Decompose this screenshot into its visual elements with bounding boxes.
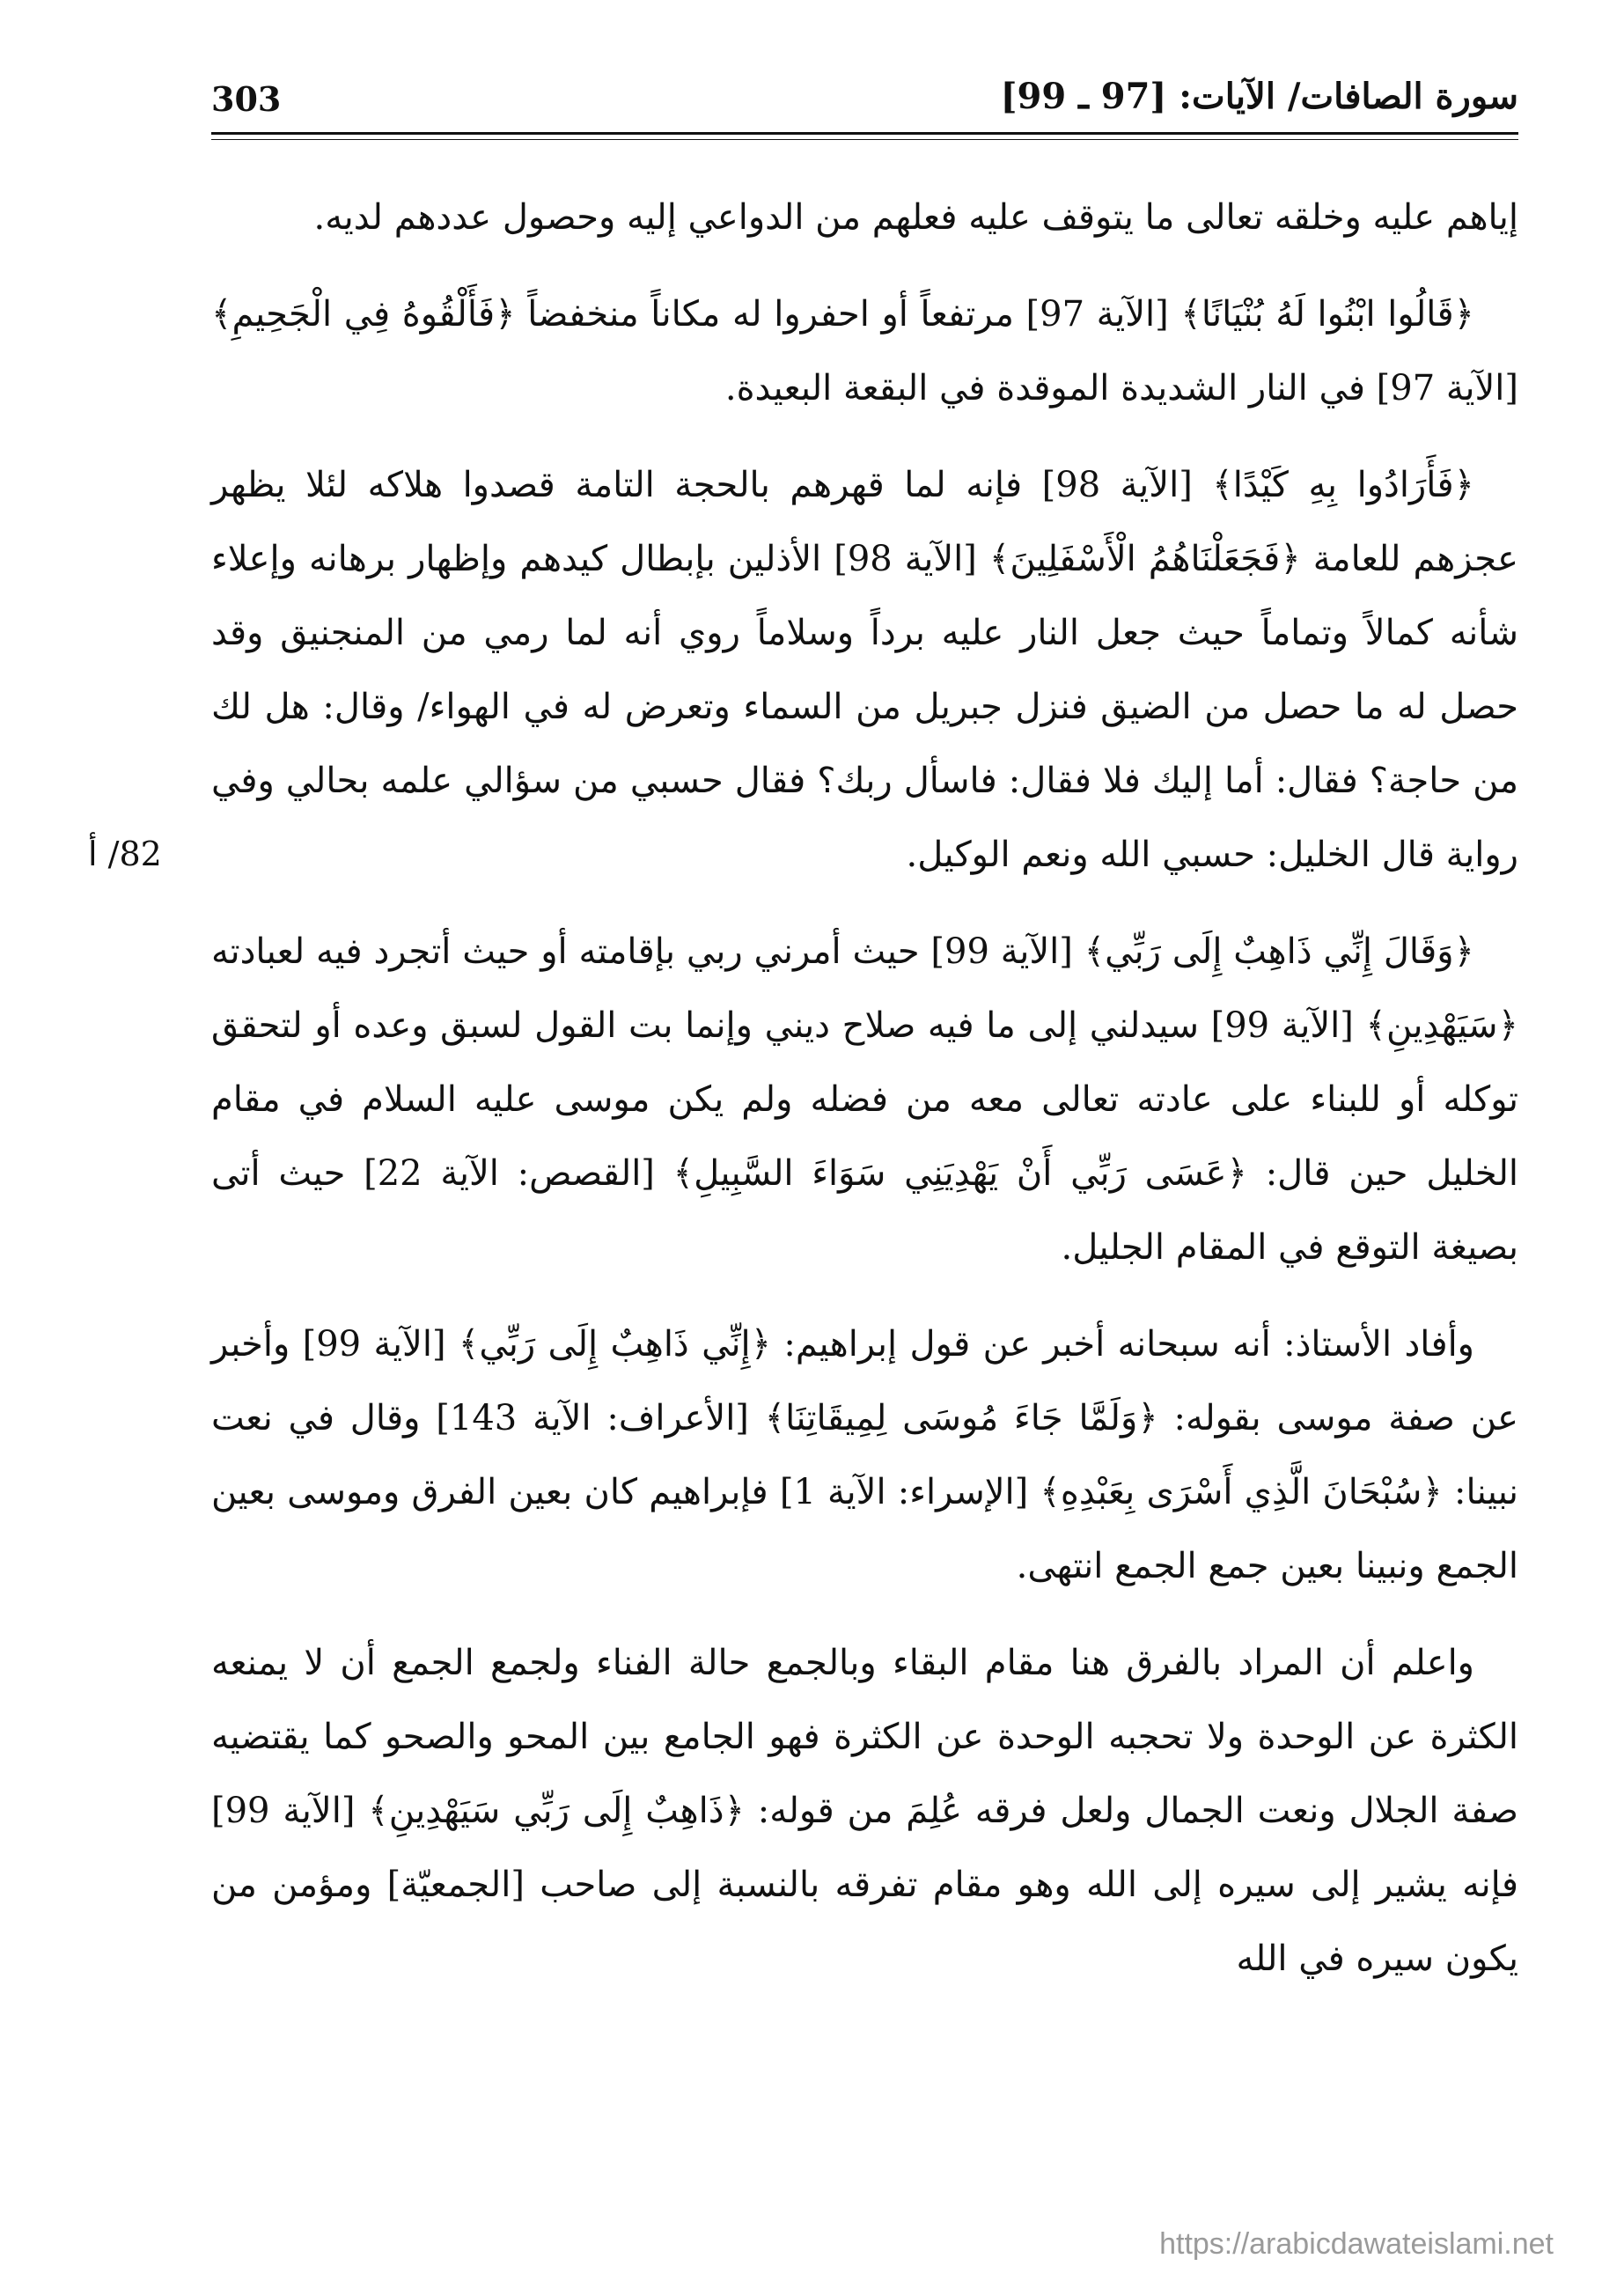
paragraph: ﴿قَالُوا ابْنُوا لَهُ بُنْيَانًا﴾ [الآية 97] مرتفعاً أو احفروا له مكاناً منخفضاً ﴿فَأَلْقُوهُ فِي الْجَحِيمِ﴾ [الآية 97] في النار الشديدة الموقدة في البقعة البعيدة. (211, 294, 1518, 408)
margin-folio-note: 82/ أ (88, 835, 162, 873)
running-title: سورة الصافات/ الآيات: [97 ـ 99] (1000, 76, 1518, 117)
paragraph: واعلم أن المراد بالفرق هنا مقام البقاء وبالجمع حالة الفناء ولجمع الجمع أن لا يمنعه الكثرة عن الوحدة ولا تحجبه الوحدة عن الكثرة فهو الجامع بين المحو والصحو كما يقتضيه صفة الجلال ونعت الجمال ولعل فرقه عُلِمَ من قوله: ﴿ذَاهِبٌ إِلَى رَبِّي سَيَهْدِينِ﴾ [الآية 99] فإنه يشير إلى سيره إلى الله وهو مقام تفرقه بالنسبة إلى صاحب [الجمعيّة] ومؤمن من يكون سيره في الله (211, 1643, 1518, 1979)
body-text (211, 180, 1518, 2019)
watermark-url: https://arabicdawateislami.net (1159, 2227, 1554, 2261)
paragraph: إياهم عليه وخلقه تعالى ما يتوقف عليه فعلهم من الدواعي إليه وحصول عددهم لديه. (313, 197, 1518, 238)
page-header (211, 70, 1518, 132)
header-rule (211, 132, 1518, 135)
header-rule-thin (211, 139, 1518, 140)
page-number: 303 (211, 79, 282, 119)
paragraph: ﴿وَقَالَ إِنِّي ذَاهِبٌ إِلَى رَبِّي﴾ [الآية 99] حيث أمرني ربي بإقامته أو حيث أتجرد فيه لعبادته ﴿سَيَهْدِينِ﴾ [الآية 99] سيدلني إلى ما فيه صلاح ديني وإنما بت القول لسبق وعده أو لتحقق توكله أو للبناء على عادته تعالى معه من فضله ولم يكن موسى عليه السلام في مقام الخليل حين قال: ﴿عَسَى رَبِّي أَنْ يَهْدِيَنِي سَوَاءَ السَّبِيلِ﴾ [القصص: الآية 22] حيث أتى بصيغة التوقع في المقام الجليل. (211, 931, 1519, 1268)
paragraph: ﴿فَأَرَادُوا بِهِ كَيْدًا﴾ [الآية 98] فإنه لما قهرهم بالحجة التامة قصدوا هلاكه لئلا يظهر عجزهم للعامة ﴿فَجَعَلْنَاهُمُ الْأَسْفَلِينَ﴾ [الآية 98] الأذلين بإبطال كيدهم وإظهار برهانه وإعلاء شأنه كمالاً وتماماً حيث جعل النار عليه برداً وسلاماً روي أنه لما رمي من المنجنيق وقد حصل له ما حصل من الضيق فنزل جبريل من السماء وتعرض له في الهواء/ وقال: هل لك من حاجة؟ فقال: أما إليك فلا فقال: فاسأل ربك؟ فقال حسبي من سؤالي علمه بحالي وفي رواية قال الخليل: حسبي الله ونعم الوكيل. (211, 465, 1518, 875)
paragraph: وأفاد الأستاذ: أنه سبحانه أخبر عن قول إبراهيم: ﴿إِنِّي ذَاهِبٌ إِلَى رَبِّي﴾ [الآية 99] وأخبر عن صفة موسى بقوله: ﴿وَلَمَّا جَاءَ مُوسَى لِمِيقَاتِنَا﴾ [الأعراف: الآية 143] وقال في نعت نبينا: ﴿سُبْحَانَ الَّذِي أَسْرَى بِعَبْدِهِ﴾ [الإسراء: الآية 1] فإبراهيم كان بعين الفرق وموسى بعين الجمع ونبينا بعين جمع الجمع انتهى. (211, 1324, 1519, 1586)
